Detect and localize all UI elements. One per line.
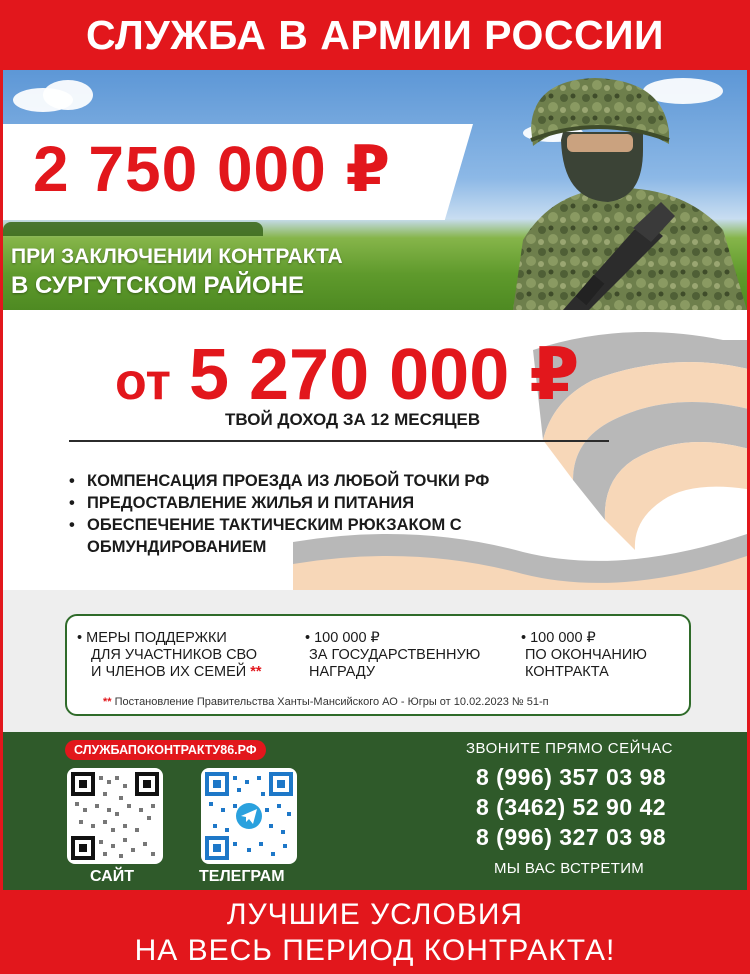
cloud-shape xyxy=(43,80,93,110)
payment-amount: 2 750 000 ₽ xyxy=(33,133,392,205)
support-col-measures: • МЕРЫ ПОДДЕРЖКИ ДЛЯ УЧАСТНИКОВ СВО И ЧЛЕНОВ ИХ СЕМЕЙ ** xyxy=(77,630,262,680)
bottom-banner xyxy=(0,890,750,974)
footnote-marker: ** xyxy=(250,664,262,680)
hero-photo xyxy=(3,70,747,310)
contacts-section xyxy=(3,732,747,890)
title-bar xyxy=(0,0,750,70)
call-now-text: ЗВОНИТЕ ПРЯМО СЕЙЧАС xyxy=(466,740,673,757)
slogan-line2: НА ВЕСЬ ПЕРИОД КОНТРАКТА! xyxy=(134,934,616,967)
income-amount-line xyxy=(115,332,579,416)
contract-text-line2: В СУРГУТСКОМ РАЙОНЕ xyxy=(11,272,304,299)
income-prefix: от xyxy=(115,353,171,411)
list-item: • ПРЕДОСТАВЛЕНИЕ ЖИЛЬЯ И ПИТАНИЯ xyxy=(69,494,415,512)
website-link[interactable]: СЛУЖБАПОКОНТРАКТУ86.РФ xyxy=(65,740,266,760)
qr-telegram-label: ТЕЛЕГРАМ xyxy=(199,868,285,885)
support-section xyxy=(3,590,747,732)
income-amount: 5 270 000 ₽ xyxy=(188,335,580,415)
divider xyxy=(69,440,609,442)
phone-number[interactable]: 8 (996) 327 03 98 xyxy=(476,824,667,850)
qr-site[interactable] xyxy=(67,768,163,864)
phone-number[interactable]: 8 (996) 357 03 98 xyxy=(476,764,667,790)
meet-text: МЫ ВАС ВСТРЕТИМ xyxy=(494,860,645,877)
support-box xyxy=(65,614,691,716)
qr-code-icon xyxy=(67,768,163,864)
slogan-line1: ЛУЧШИЕ УСЛОВИЯ xyxy=(226,898,524,931)
income-section xyxy=(3,310,747,590)
support-col-award: • 100 000 ₽ ЗА ГОСУДАРСТВЕННУЮ НАГРАДУ xyxy=(305,630,481,680)
soldier-illustration xyxy=(493,70,747,310)
qr-telegram[interactable] xyxy=(201,768,297,864)
treeline xyxy=(3,222,263,236)
contract-text-line1: ПРИ ЗАКЛЮЧЕНИИ КОНТРАКТА xyxy=(11,245,343,268)
benefits-list xyxy=(69,470,557,558)
phone-number[interactable]: 8 (3462) 52 90 42 xyxy=(476,794,667,820)
income-caption: ТВОЙ ДОХОД ЗА 12 МЕСЯЦЕВ xyxy=(225,410,481,429)
qr-site-label: САЙТ xyxy=(90,868,134,885)
poster-title: СЛУЖБА В АРМИИ РОССИИ xyxy=(85,11,665,58)
qr-code-icon xyxy=(201,768,297,864)
footnote: ** Постановление Правительства Ханты-Мансийского АО - Югры от 10.02.2023 № 51-п xyxy=(103,696,549,708)
support-col-end: • 100 000 ₽ ПО ОКОНЧАНИЮ КОНТРАКТА xyxy=(521,630,647,680)
list-item: • ОБЕСПЕЧЕНИЕ ТАКТИЧЕСКИМ РЮКЗАКОМ С ОБМУНДИРОВАНИЕМ xyxy=(69,516,462,556)
list-item: • КОМПЕНСАЦИЯ ПРОЕЗДА ИЗ ЛЮБОЙ ТОЧКИ РФ xyxy=(69,472,490,490)
